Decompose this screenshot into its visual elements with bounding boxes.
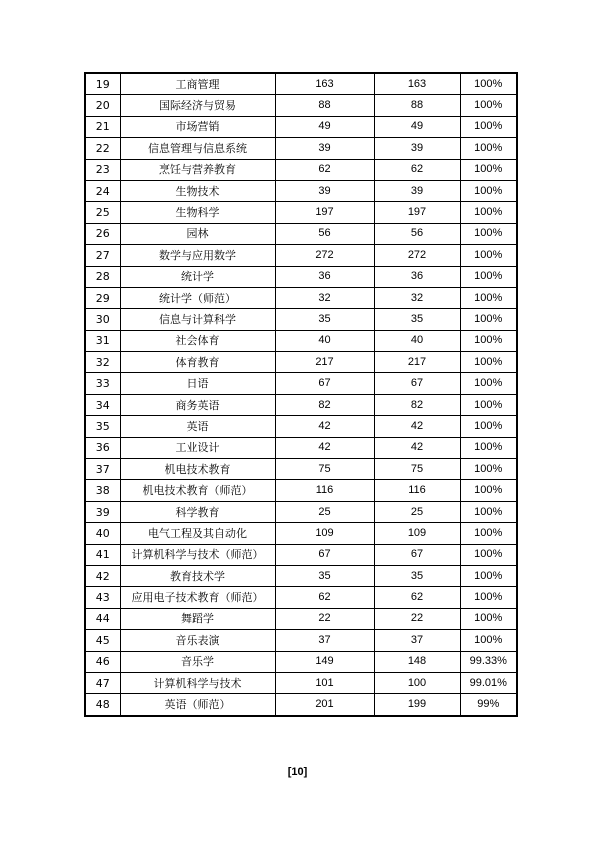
employed-count-cell: 109 [374,523,460,544]
employed-count-cell: 88 [374,95,460,116]
employed-count-cell: 35 [374,565,460,586]
employment-rate-cell: 100% [460,116,517,137]
employment-rate-cell: 100% [460,309,517,330]
graduates-count-cell: 272 [275,245,374,266]
row-number-cell: 28 [85,266,120,287]
row-number-cell: 48 [85,694,120,716]
graduates-count-cell: 88 [275,95,374,116]
table-row [85,95,517,116]
major-name-cell: 统计学 [120,266,275,287]
major-name-cell: 国际经济与贸易 [120,95,275,116]
graduates-count-cell: 62 [275,587,374,608]
row-number-cell: 27 [85,245,120,266]
table-row [85,480,517,501]
employment-rate-cell: 100% [460,180,517,201]
major-name-cell: 数学与应用数学 [120,245,275,266]
table-row [85,630,517,651]
employed-count-cell: 116 [374,480,460,501]
table-row [85,138,517,159]
employment-rate-cell: 99.01% [460,672,517,693]
major-name-cell: 英语（师范） [120,694,275,716]
table-row [85,501,517,522]
employment-rate-cell: 100% [460,565,517,586]
graduates-count-cell: 32 [275,287,374,308]
major-name-cell: 机电技术教育 [120,459,275,480]
employed-count-cell: 40 [374,330,460,351]
row-number-cell: 36 [85,437,120,458]
employment-rate-cell: 100% [460,223,517,244]
employment-rate-cell: 100% [460,352,517,373]
table-row [85,159,517,180]
table-row [85,245,517,266]
major-name-cell: 信息管理与信息系统 [120,138,275,159]
page-number: [10] [287,766,308,778]
row-number-cell: 43 [85,587,120,608]
row-number-cell: 41 [85,544,120,565]
employed-count-cell: 197 [374,202,460,223]
employed-count-cell: 62 [374,159,460,180]
graduates-count-cell: 67 [275,544,374,565]
employment-rate-cell: 100% [460,287,517,308]
graduates-count-cell: 37 [275,630,374,651]
graduates-count-cell: 163 [275,73,374,95]
row-number-cell: 26 [85,223,120,244]
table-row [85,202,517,223]
graduates-count-cell: 109 [275,523,374,544]
row-number-cell: 32 [85,352,120,373]
major-name-cell: 信息与计算科学 [120,309,275,330]
table-row [85,544,517,565]
graduates-count-cell: 82 [275,394,374,415]
graduates-count-cell: 149 [275,651,374,672]
row-number-cell: 38 [85,480,120,501]
row-number-cell: 37 [85,459,120,480]
employed-count-cell: 272 [374,245,460,266]
employment-rate-cell: 100% [460,501,517,522]
row-number-cell: 40 [85,523,120,544]
table-row [85,459,517,480]
row-number-cell: 33 [85,373,120,394]
employed-count-cell: 100 [374,672,460,693]
major-name-cell: 舞蹈学 [120,608,275,629]
graduates-count-cell: 101 [275,672,374,693]
employment-rate-cell: 100% [460,95,517,116]
major-name-cell: 英语 [120,416,275,437]
major-name-cell: 计算机科学与技术（师范） [120,544,275,565]
major-name-cell: 体育教育 [120,352,275,373]
major-name-cell: 教育技术学 [120,565,275,586]
table-row [85,651,517,672]
employment-rate-cell: 100% [460,373,517,394]
row-number-cell: 42 [85,565,120,586]
table-row [85,309,517,330]
graduates-count-cell: 197 [275,202,374,223]
major-name-cell: 应用电子技术教育（师范） [120,587,275,608]
row-number-cell: 44 [85,608,120,629]
row-number-cell: 30 [85,309,120,330]
graduates-count-cell: 56 [275,223,374,244]
major-name-cell: 生物技术 [120,180,275,201]
employed-count-cell: 49 [374,116,460,137]
row-number-cell: 35 [85,416,120,437]
table-row [85,565,517,586]
major-name-cell: 商务英语 [120,394,275,415]
table-row [85,523,517,544]
row-number-cell: 46 [85,651,120,672]
employment-rate-cell: 100% [460,544,517,565]
employment-rate-cell: 100% [460,266,517,287]
graduates-count-cell: 42 [275,416,374,437]
employed-count-cell: 35 [374,309,460,330]
table-row [85,116,517,137]
table-row [85,437,517,458]
employment-rate-cell: 100% [460,459,517,480]
graduates-count-cell: 35 [275,565,374,586]
employed-count-cell: 163 [374,73,460,95]
employed-count-cell: 36 [374,266,460,287]
major-name-cell: 市场营销 [120,116,275,137]
graduates-count-cell: 25 [275,501,374,522]
employed-count-cell: 82 [374,394,460,415]
employed-count-cell: 148 [374,651,460,672]
major-name-cell: 生物科学 [120,202,275,223]
employment-rate-cell: 100% [460,630,517,651]
graduates-count-cell: 22 [275,608,374,629]
graduates-count-cell: 39 [275,138,374,159]
employment-table [84,72,518,717]
employed-count-cell: 39 [374,180,460,201]
employment-rate-cell: 100% [460,73,517,95]
major-name-cell: 计算机科学与技术 [120,672,275,693]
row-number-cell: 19 [85,73,120,95]
graduates-count-cell: 116 [275,480,374,501]
employment-rate-cell: 100% [460,587,517,608]
graduates-count-cell: 35 [275,309,374,330]
graduates-count-cell: 36 [275,266,374,287]
employed-count-cell: 42 [374,437,460,458]
table-row [85,608,517,629]
row-number-cell: 23 [85,159,120,180]
table-row [85,394,517,415]
row-number-cell: 25 [85,202,120,223]
employed-count-cell: 62 [374,587,460,608]
major-name-cell: 科学教育 [120,501,275,522]
major-name-cell: 统计学（师范） [120,287,275,308]
row-number-cell: 22 [85,138,120,159]
employed-count-cell: 75 [374,459,460,480]
graduates-count-cell: 40 [275,330,374,351]
table-row [85,352,517,373]
table-row [85,330,517,351]
row-number-cell: 20 [85,95,120,116]
employment-rate-cell: 100% [460,202,517,223]
graduates-count-cell: 42 [275,437,374,458]
table-row [85,694,517,716]
employed-count-cell: 32 [374,287,460,308]
row-number-cell: 21 [85,116,120,137]
row-number-cell: 31 [85,330,120,351]
graduates-count-cell: 49 [275,116,374,137]
graduates-count-cell: 75 [275,459,374,480]
employed-count-cell: 67 [374,373,460,394]
employment-rate-cell: 100% [460,480,517,501]
employment-rate-cell: 99.33% [460,651,517,672]
employment-rate-cell: 100% [460,523,517,544]
graduates-count-cell: 39 [275,180,374,201]
table-body [85,73,517,716]
employed-count-cell: 37 [374,630,460,651]
graduates-count-cell: 201 [275,694,374,716]
graduates-count-cell: 67 [275,373,374,394]
employment-rate-cell: 100% [460,608,517,629]
employed-count-cell: 42 [374,416,460,437]
table-row [85,416,517,437]
employment-rate-cell: 100% [460,330,517,351]
row-number-cell: 45 [85,630,120,651]
major-name-cell: 音乐表演 [120,630,275,651]
employed-count-cell: 217 [374,352,460,373]
major-name-cell: 工业设计 [120,437,275,458]
major-name-cell: 园林 [120,223,275,244]
employment-rate-cell: 100% [460,437,517,458]
graduates-count-cell: 62 [275,159,374,180]
major-name-cell: 机电技术教育（师范） [120,480,275,501]
major-name-cell: 烹饪与营养教育 [120,159,275,180]
major-name-cell: 日语 [120,373,275,394]
table-row [85,672,517,693]
employed-count-cell: 67 [374,544,460,565]
graduates-count-cell: 217 [275,352,374,373]
employment-rate-cell: 100% [460,159,517,180]
table-row [85,73,517,95]
row-number-cell: 29 [85,287,120,308]
employed-count-cell: 25 [374,501,460,522]
employed-count-cell: 56 [374,223,460,244]
table-row [85,373,517,394]
employment-rate-cell: 100% [460,245,517,266]
employment-rate-cell: 100% [460,394,517,415]
employment-rate-cell: 100% [460,138,517,159]
employed-count-cell: 22 [374,608,460,629]
row-number-cell: 24 [85,180,120,201]
table-row [85,180,517,201]
major-name-cell: 社会体育 [120,330,275,351]
table-row [85,223,517,244]
table-row [85,266,517,287]
major-name-cell: 电气工程及其自动化 [120,523,275,544]
employment-rate-cell: 100% [460,416,517,437]
row-number-cell: 47 [85,672,120,693]
row-number-cell: 34 [85,394,120,415]
employed-count-cell: 39 [374,138,460,159]
major-name-cell: 音乐学 [120,651,275,672]
employed-count-cell: 199 [374,694,460,716]
table-row [85,587,517,608]
employment-rate-cell: 99% [460,694,517,716]
table-row [85,287,517,308]
major-name-cell: 工商管理 [120,73,275,95]
row-number-cell: 39 [85,501,120,522]
